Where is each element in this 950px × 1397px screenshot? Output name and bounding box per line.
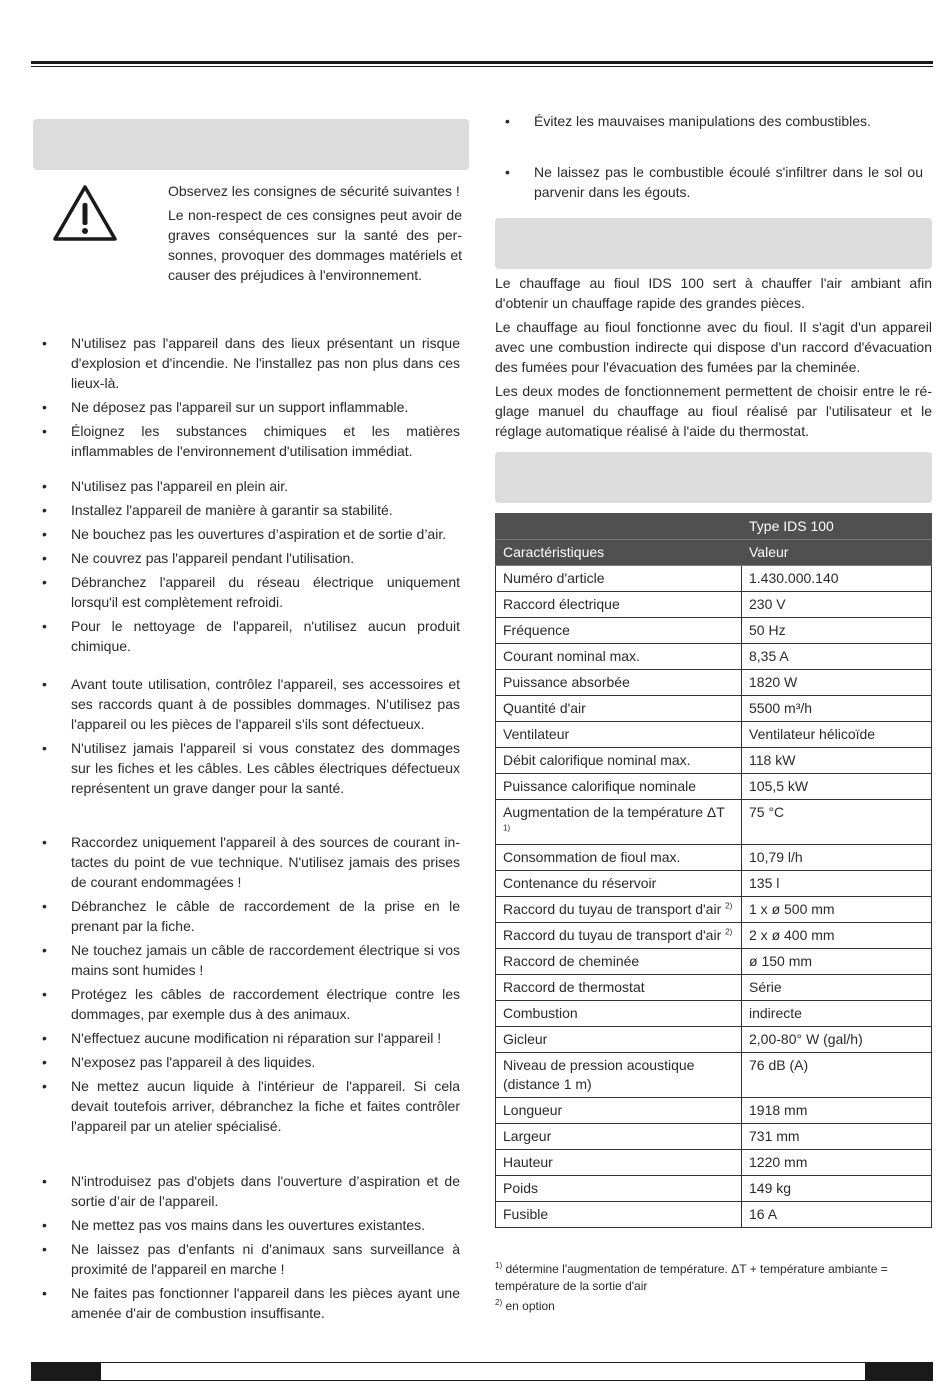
spec-value: 135 l [742, 871, 932, 897]
spec-label: Raccord électrique [503, 596, 620, 612]
list-item: • Ne mettez aucun liquide à l'intérieur de l'appareil. Si cela devait toutefois arriver, débranchez la fiche et faites contrôler l'appareil par un atelier spécialisé. [42, 1078, 460, 1134]
spec-value: 16 A [742, 1202, 932, 1228]
spec-value: 731 mm [742, 1124, 932, 1150]
list-item: • Évitez les mauvaises manipulations des combustibles. [505, 113, 871, 129]
list-item: • Ne laissez pas d'enfants ni d'animaux sans surveillance à proximité de l'appareil en marche ! [42, 1241, 460, 1277]
list-item: • N'utilisez pas l'appareil dans des lieux présentant un risque d'explosion et d'incendie. Ne l'installez pas non plus dans ces lieux-là. [42, 335, 460, 391]
safety-group-3 [32, 674, 460, 802]
table-row [496, 845, 932, 871]
table-row [496, 1150, 932, 1176]
spec-value: 2 x ø 400 mm [742, 923, 932, 949]
list-item: • N'utilisez pas l'appareil en plein air. [42, 478, 289, 494]
table-row [496, 1176, 932, 1202]
footnote-2: $^{2)}$ en option [495, 1298, 555, 1313]
safety-heading-box [33, 119, 469, 170]
spec-label: Raccord de thermostat [503, 979, 645, 995]
spec-value: 8,35 A [742, 644, 932, 670]
table-row [496, 975, 932, 1001]
list-item: • Ne laissez pas le combustible écoulé s'infiltrer dans le sol ou parvenir dans les égouts. [505, 164, 923, 200]
technical-data-table [495, 513, 932, 1228]
table-row: Augmentation de la température ΔT $^{1)}$ 75 °C [496, 800, 932, 845]
table-row [496, 1098, 932, 1124]
list-item: • Ne faites pas fonctionner l'appareil dans les pièces ayant une amenée d'air de combustion insuffisante. [42, 1285, 460, 1321]
spec-label: Numéro d'article [503, 570, 605, 586]
spec-label: Augmentation de la température ΔT [503, 804, 725, 820]
table-row [496, 670, 932, 696]
column-header-value: Valeur [742, 540, 932, 566]
safety-group-1 [32, 333, 460, 465]
list-item: • Avant toute utilisation, contrôlez l'appareil, ses accessoires et ses raccords quant à de possibles dommages. N'utilisez pas l'appareil ou les pièces de l'appareil s'ils sont défectueux. [42, 676, 460, 732]
spec-value: 5500 m³/h [742, 696, 932, 722]
list-item: • Ne bouchez pas les ouvertures d’aspiration et de sortie d’air. [42, 526, 447, 542]
table-row [496, 644, 932, 670]
spec-value: 76 dB (A) [742, 1053, 932, 1098]
table-row [496, 722, 932, 748]
list-item: • Raccordez uniquement l'appareil à des sources de courant intactes du point de vue technique. N'utilisez jamais des prises de courant endommagées ! [42, 834, 460, 890]
spec-value: 118 kW [742, 748, 932, 774]
table-row [496, 949, 932, 975]
spec-label: Quantité d'air [503, 700, 586, 716]
list-item: • N'introduisez pas d'objets dans l'ouverture d’aspiration et de sortie d’air de l'appareil. [42, 1173, 460, 1209]
spec-label: Fusible [503, 1206, 549, 1222]
spec-value: ø 150 mm [742, 949, 932, 975]
spec-label: Raccord du tuyau de transport d'air [503, 927, 722, 943]
description-paragraph: Les deux modes de fonctionnement permettent de choisir entre le réglage manuel du chauffage au fioul réalisé par l'utilisateur et le réglage automatique réalisé à l'aide du thermostat. [495, 383, 932, 439]
table-row [496, 748, 932, 774]
table-row: Raccord du tuyau de transport d'air $^{2)}$ 2 x ø 400 mm [496, 923, 932, 949]
spec-value: 1.430.000.140 [742, 566, 932, 592]
table-row [496, 1202, 932, 1228]
table-header-row [496, 540, 932, 566]
spec-value: 1220 mm [742, 1150, 932, 1176]
spec-label: Gicleur [503, 1031, 548, 1047]
list-item: • N'exposez pas l'appareil à des liquides. [42, 1054, 316, 1070]
safety-warning-text: Le non-respect de ces consignes peut avoir de graves conséquences sur la santé des personnes, provoquer des dommages matériels et causer des préjudices à l'environnement. [168, 207, 462, 283]
spec-value: 10,79 l/h [742, 845, 932, 871]
spec-label: Longueur [503, 1102, 563, 1118]
table-row [496, 566, 932, 592]
spec-label: Débit calorifique nominal max. [503, 752, 691, 768]
spec-label: Raccord de cheminée [503, 953, 640, 969]
spec-label: Poids [503, 1180, 539, 1196]
safety-intro: Observez les consignes de sécurité suivantes ! [168, 183, 460, 199]
list-item: • Débranchez l'appareil du réseau électrique uniquement lorsqu'il est complètement refroidi. [42, 574, 460, 610]
safety-group-4 [32, 832, 460, 1140]
spec-value: 149 kg [742, 1176, 932, 1202]
list-item: • Protégez les câbles de raccordement électrique contre les dommages, par exemple dus à des animaux. [42, 986, 460, 1022]
spec-label: Hauteur [503, 1154, 553, 1170]
list-item: • Ne mettez pas vos mains dans les ouvertures existantes. [42, 1217, 426, 1233]
footer-page-tab-right [865, 1362, 933, 1381]
spec-value: 75 °C [742, 800, 932, 845]
footer-page-tab-left [31, 1362, 101, 1381]
table-row [496, 1027, 932, 1053]
table-row [496, 592, 932, 618]
spec-value: 50 Hz [742, 618, 932, 644]
footnote-1: $^{1)}$ détermine l'augmentation de température. ΔT + température ambiante = température de la sortie d'air [495, 1261, 888, 1293]
list-item: • Débranchez le câble de raccordement de la prise en le prenant par la fiche. [42, 898, 460, 934]
header-rule [31, 61, 933, 64]
fuel-bullets [495, 111, 923, 206]
spec-label: Fréquence [503, 622, 570, 638]
column-header-characteristics: Caractéristiques [496, 540, 742, 566]
spec-label: Combustion [503, 1005, 578, 1021]
list-item: • Ne couvrez pas l'appareil pendant l'utilisation. [42, 550, 355, 566]
description-paragraph: Le chauffage au fioul IDS 100 sert à chauffer l'air ambiant afin d'obtenir un chauffage rapide des grandes pièces. [495, 275, 932, 311]
spec-label: Niveau de pression acoustique (distance 1 m) [503, 1057, 695, 1092]
table-row [496, 1124, 932, 1150]
spec-label: Courant nominal max. [503, 648, 640, 664]
table-row [496, 696, 932, 722]
spec-value: 230 V [742, 592, 932, 618]
spec-value: 105,5 kW [742, 774, 932, 800]
spec-label: Consommation de fioul max. [503, 849, 681, 865]
spec-value: Ventilateur hélicoïde [742, 722, 932, 748]
footer-bar [31, 1362, 933, 1381]
list-item: • N'utilisez jamais l'appareil si vous constatez des dommages sur les fiches et les câbles. Les câbles électriques défectueux représentent un grave danger pour la santé. [42, 740, 460, 796]
description-paragraph: Le chauffage au fioul fonctionne avec du fioul. Il s'agit d'un appareil avec une combustion indirecte qui dispose d'un raccord d'évacuation des fumées pour l'évacuation des fumées par la cheminée. [495, 319, 932, 375]
spec-label: Ventilateur [503, 726, 570, 742]
table-row [496, 1053, 932, 1098]
spec-value: 1918 mm [742, 1098, 932, 1124]
list-item: • Pour le nettoyage de l'appareil, n'utilisez aucun produit chimique. [42, 618, 460, 654]
table-row [496, 774, 932, 800]
list-item: • Installez l'appareil de manière à garantir sa stabilité. [42, 502, 393, 518]
list-item: • N'effectuez aucune modification ni réparation sur l'appareil ! [42, 1030, 442, 1046]
spec-value: Série [742, 975, 932, 1001]
safety-group-5 [32, 1171, 460, 1327]
technical-data-heading-box [495, 452, 932, 503]
type-label: Type IDS 100 [742, 514, 932, 540]
table-header-row [496, 514, 932, 540]
table-row [496, 1001, 932, 1027]
spec-label: Raccord du tuyau de transport d'air [503, 901, 722, 917]
spec-value: 1820 W [742, 670, 932, 696]
spec-label: Contenance du réservoir [503, 875, 657, 891]
spec-value: 2,00-80° W (gal/h) [742, 1027, 932, 1053]
spec-label: Puissance absorbée [503, 674, 630, 690]
description-heading-box [495, 218, 932, 269]
table-row [496, 618, 932, 644]
spec-label: Puissance calorifique nominale [503, 778, 696, 794]
spec-value: 1 x ø 500 mm [742, 897, 932, 923]
safety-group-2 [32, 476, 460, 660]
list-item: • Ne touchez jamais un câble de raccordement électrique si vos mains sont humides ! [42, 942, 460, 978]
list-item: • Ne déposez pas l'appareil sur un support inflammable. [42, 399, 409, 415]
table-row: Raccord du tuyau de transport d'air $^{2)}$ 1 x ø 500 mm [496, 897, 932, 923]
table-row [496, 871, 932, 897]
header-rule-thin [31, 66, 933, 67]
list-item: • Éloignez les substances chimiques et les matières inflammables de l'environnement d'utilisation immédiat. [42, 423, 460, 459]
spec-value: indirecte [742, 1001, 932, 1027]
warning-triangle-icon [52, 183, 118, 243]
spec-label: Largeur [503, 1128, 552, 1144]
